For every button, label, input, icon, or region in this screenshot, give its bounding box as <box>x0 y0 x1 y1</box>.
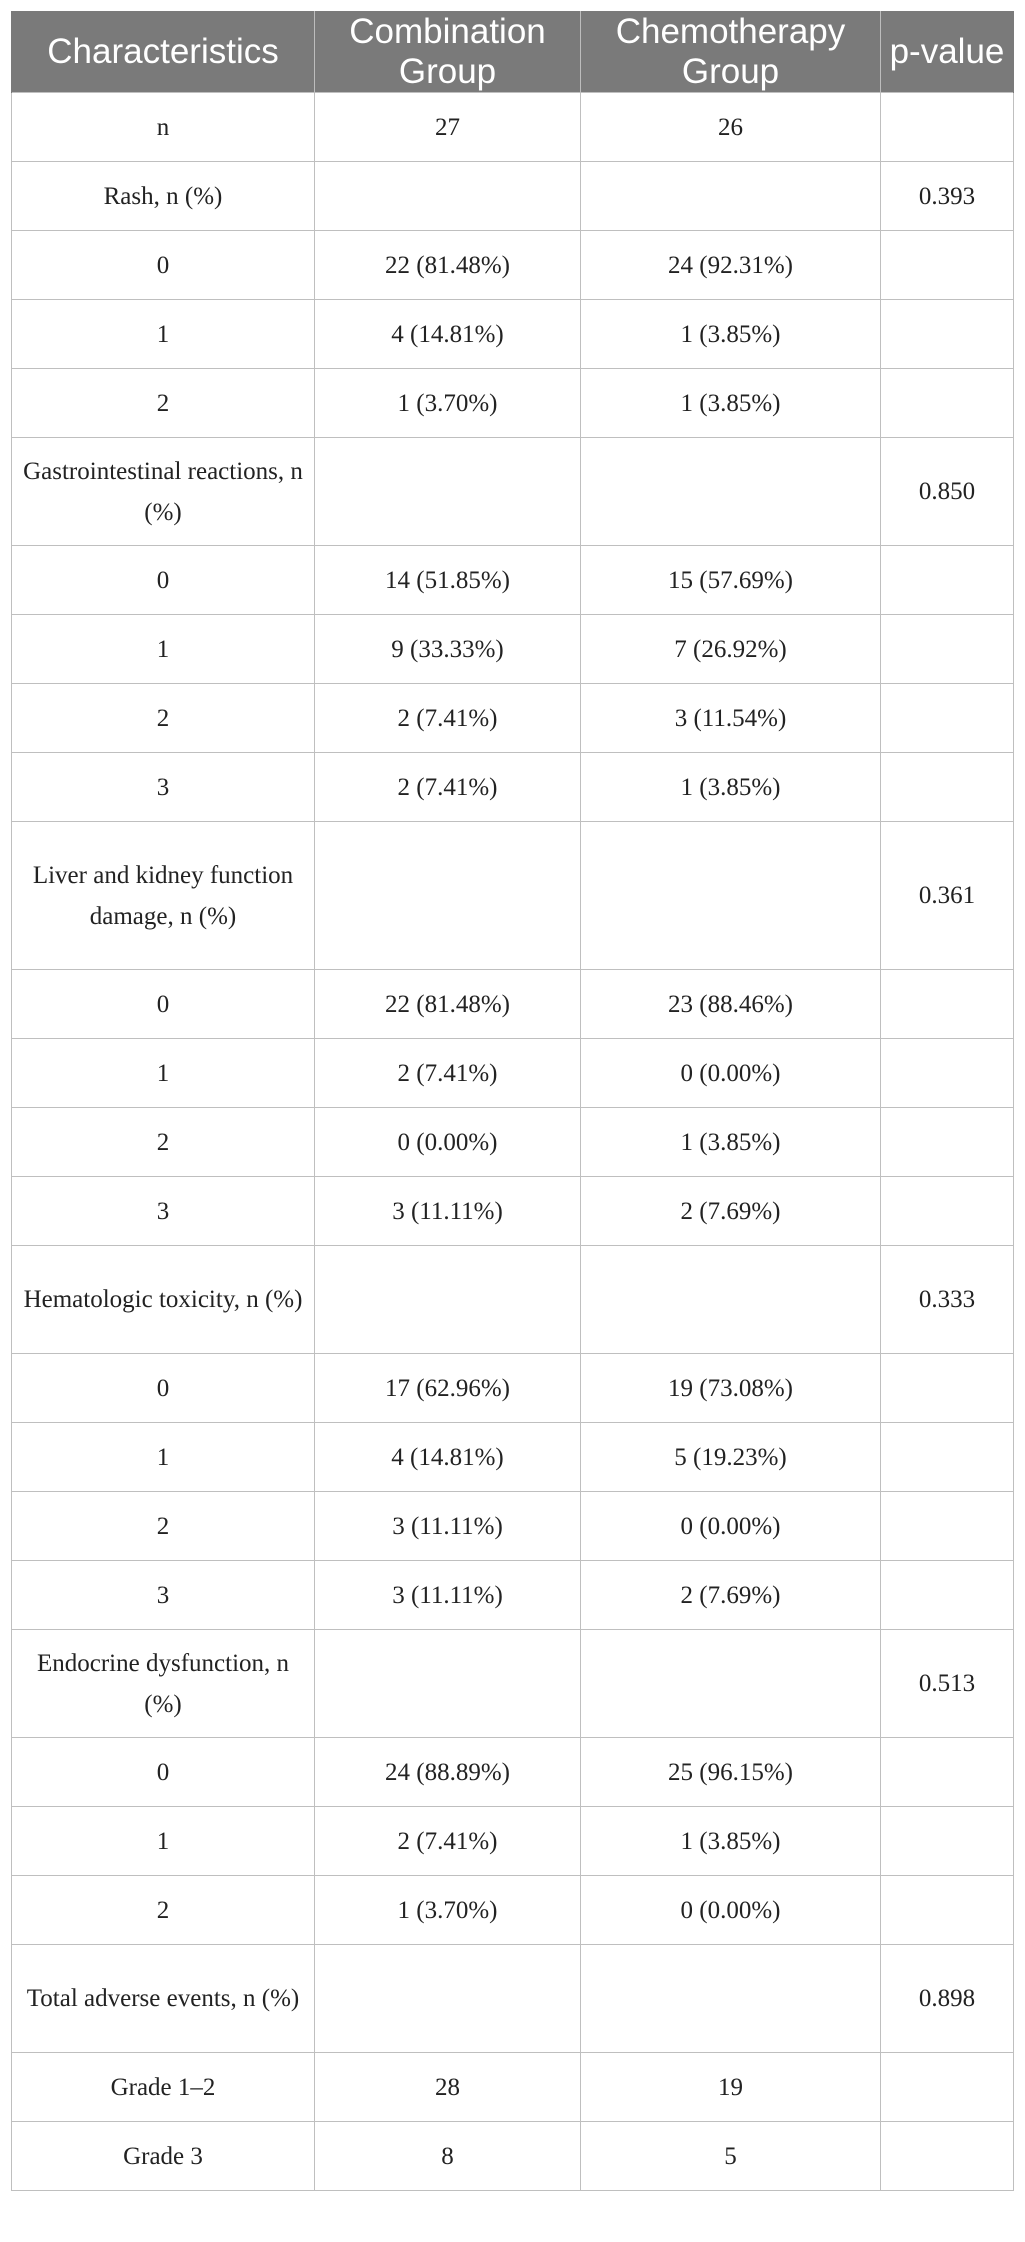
cell-characteristic: 0 <box>12 1354 315 1423</box>
cell-combination-group <box>315 1246 581 1354</box>
cell-p-value <box>881 231 1014 300</box>
cell-combination-group: 24 (88.89%) <box>315 1738 581 1807</box>
cell-p-value <box>881 300 1014 369</box>
cell-combination-group: 3 (11.11%) <box>315 1492 581 1561</box>
table-row <box>12 438 1014 546</box>
cell-characteristic: n <box>12 93 315 162</box>
cell-combination-group: 28 <box>315 2053 581 2122</box>
cell-chemotherapy-group: 23 (88.46%) <box>581 970 881 1039</box>
cell-characteristic: Rash, n (%) <box>12 162 315 231</box>
cell-chemotherapy-group: 26 <box>581 93 881 162</box>
table-row <box>12 1246 1014 1354</box>
cell-p-value <box>881 2053 1014 2122</box>
cell-characteristic: 0 <box>12 546 315 615</box>
cell-chemotherapy-group: 2 (7.69%) <box>581 1561 881 1630</box>
header-chemotherapy-group: Chemotherapy Group <box>581 12 881 93</box>
table-row <box>12 2053 1014 2122</box>
table-row <box>12 1738 1014 1807</box>
cell-p-value <box>881 1423 1014 1492</box>
cell-chemotherapy-group: 24 (92.31%) <box>581 231 881 300</box>
cell-combination-group: 3 (11.11%) <box>315 1177 581 1246</box>
cell-chemotherapy-group <box>581 1246 881 1354</box>
cell-combination-group: 27 <box>315 93 581 162</box>
cell-combination-group: 4 (14.81%) <box>315 300 581 369</box>
cell-combination-group: 0 (0.00%) <box>315 1108 581 1177</box>
table-row <box>12 369 1014 438</box>
cell-p-value <box>881 1561 1014 1630</box>
cell-combination-group: 2 (7.41%) <box>315 684 581 753</box>
cell-combination-group: 3 (11.11%) <box>315 1561 581 1630</box>
adverse-events-table <box>11 11 1014 2191</box>
table-row <box>12 546 1014 615</box>
cell-characteristic: 0 <box>12 1738 315 1807</box>
cell-chemotherapy-group <box>581 162 881 231</box>
table-row <box>12 231 1014 300</box>
cell-chemotherapy-group: 0 (0.00%) <box>581 1039 881 1108</box>
cell-chemotherapy-group: 2 (7.69%) <box>581 1177 881 1246</box>
cell-combination-group: 4 (14.81%) <box>315 1423 581 1492</box>
cell-chemotherapy-group <box>581 438 881 546</box>
cell-combination-group <box>315 1630 581 1738</box>
header-characteristics: Characteristics <box>12 12 315 93</box>
cell-p-value: 0.850 <box>881 438 1014 546</box>
cell-p-value <box>881 1177 1014 1246</box>
table-row <box>12 1945 1014 2053</box>
cell-chemotherapy-group: 1 (3.85%) <box>581 300 881 369</box>
cell-characteristic: 0 <box>12 231 315 300</box>
cell-p-value: 0.513 <box>881 1630 1014 1738</box>
cell-combination-group <box>315 438 581 546</box>
cell-chemotherapy-group: 15 (57.69%) <box>581 546 881 615</box>
cell-p-value <box>881 684 1014 753</box>
table-header <box>12 12 1014 93</box>
cell-p-value <box>881 1876 1014 1945</box>
table-row <box>12 1492 1014 1561</box>
cell-characteristic: 2 <box>12 1108 315 1177</box>
cell-p-value: 0.898 <box>881 1945 1014 2053</box>
cell-characteristic: Total adverse events, n (%) <box>12 1945 315 2053</box>
table-row <box>12 1630 1014 1738</box>
cell-p-value: 0.393 <box>881 162 1014 231</box>
cell-combination-group: 14 (51.85%) <box>315 546 581 615</box>
cell-combination-group: 17 (62.96%) <box>315 1354 581 1423</box>
table-row <box>12 822 1014 970</box>
cell-chemotherapy-group <box>581 822 881 970</box>
table-row <box>12 1807 1014 1876</box>
cell-characteristic: 3 <box>12 1561 315 1630</box>
table-row <box>12 1039 1014 1108</box>
cell-characteristic: 1 <box>12 1807 315 1876</box>
cell-p-value <box>881 970 1014 1039</box>
cell-combination-group: 1 (3.70%) <box>315 369 581 438</box>
cell-p-value <box>881 1807 1014 1876</box>
cell-characteristic: 1 <box>12 615 315 684</box>
cell-p-value <box>881 1738 1014 1807</box>
cell-characteristic: 2 <box>12 1876 315 1945</box>
cell-characteristic: 2 <box>12 1492 315 1561</box>
cell-characteristic: Grade 1–2 <box>12 2053 315 2122</box>
table-row <box>12 1423 1014 1492</box>
cell-chemotherapy-group <box>581 1630 881 1738</box>
cell-chemotherapy-group: 0 (0.00%) <box>581 1492 881 1561</box>
cell-combination-group: 22 (81.48%) <box>315 231 581 300</box>
cell-combination-group: 22 (81.48%) <box>315 970 581 1039</box>
cell-characteristic: 3 <box>12 1177 315 1246</box>
cell-p-value <box>881 369 1014 438</box>
cell-combination-group <box>315 822 581 970</box>
table-row <box>12 1177 1014 1246</box>
table-row <box>12 1876 1014 1945</box>
cell-p-value <box>881 546 1014 615</box>
cell-characteristic: 1 <box>12 1039 315 1108</box>
cell-characteristic: Hematologic toxicity, n (%) <box>12 1246 315 1354</box>
cell-p-value <box>881 1492 1014 1561</box>
cell-combination-group <box>315 162 581 231</box>
cell-chemotherapy-group: 19 (73.08%) <box>581 1354 881 1423</box>
cell-characteristic: Grade 3 <box>12 2122 315 2191</box>
cell-combination-group: 2 (7.41%) <box>315 1807 581 1876</box>
cell-chemotherapy-group: 5 <box>581 2122 881 2191</box>
table-row <box>12 970 1014 1039</box>
table-row <box>12 753 1014 822</box>
cell-p-value <box>881 1039 1014 1108</box>
cell-p-value <box>881 1108 1014 1177</box>
cell-combination-group: 2 (7.41%) <box>315 1039 581 1108</box>
cell-p-value: 0.361 <box>881 822 1014 970</box>
cell-chemotherapy-group: 1 (3.85%) <box>581 1807 881 1876</box>
cell-chemotherapy-group: 0 (0.00%) <box>581 1876 881 1945</box>
cell-characteristic: Endocrine dysfunction, n (%) <box>12 1630 315 1738</box>
cell-characteristic: 1 <box>12 300 315 369</box>
cell-chemotherapy-group: 1 (3.85%) <box>581 369 881 438</box>
cell-chemotherapy-group: 7 (26.92%) <box>581 615 881 684</box>
cell-combination-group: 8 <box>315 2122 581 2191</box>
table-row <box>12 684 1014 753</box>
cell-characteristic: 2 <box>12 369 315 438</box>
cell-chemotherapy-group <box>581 1945 881 2053</box>
header-row <box>12 12 1014 93</box>
cell-p-value <box>881 93 1014 162</box>
table-row <box>12 162 1014 231</box>
cell-chemotherapy-group: 19 <box>581 2053 881 2122</box>
table-row <box>12 1561 1014 1630</box>
cell-characteristic: Gastrointestinal reactions, n (%) <box>12 438 315 546</box>
cell-p-value <box>881 1354 1014 1423</box>
cell-characteristic: 1 <box>12 1423 315 1492</box>
cell-combination-group: 2 (7.41%) <box>315 753 581 822</box>
cell-characteristic: 0 <box>12 970 315 1039</box>
cell-p-value <box>881 615 1014 684</box>
header-combination-group: Combination Group <box>315 12 581 93</box>
cell-combination-group <box>315 1945 581 2053</box>
cell-chemotherapy-group: 3 (11.54%) <box>581 684 881 753</box>
table-row <box>12 615 1014 684</box>
cell-combination-group: 9 (33.33%) <box>315 615 581 684</box>
table-row <box>12 300 1014 369</box>
header-p-value: p-value <box>881 12 1014 93</box>
cell-chemotherapy-group: 5 (19.23%) <box>581 1423 881 1492</box>
cell-combination-group: 1 (3.70%) <box>315 1876 581 1945</box>
table-row <box>12 93 1014 162</box>
cell-characteristic: Liver and kidney function damage, n (%) <box>12 822 315 970</box>
cell-p-value <box>881 2122 1014 2191</box>
cell-chemotherapy-group: 1 (3.85%) <box>581 1108 881 1177</box>
table-row <box>12 2122 1014 2191</box>
cell-characteristic: 2 <box>12 684 315 753</box>
table-row <box>12 1354 1014 1423</box>
table-body <box>12 93 1014 2191</box>
cell-characteristic: 3 <box>12 753 315 822</box>
cell-chemotherapy-group: 25 (96.15%) <box>581 1738 881 1807</box>
cell-chemotherapy-group: 1 (3.85%) <box>581 753 881 822</box>
cell-p-value <box>881 753 1014 822</box>
cell-p-value: 0.333 <box>881 1246 1014 1354</box>
table-row <box>12 1108 1014 1177</box>
